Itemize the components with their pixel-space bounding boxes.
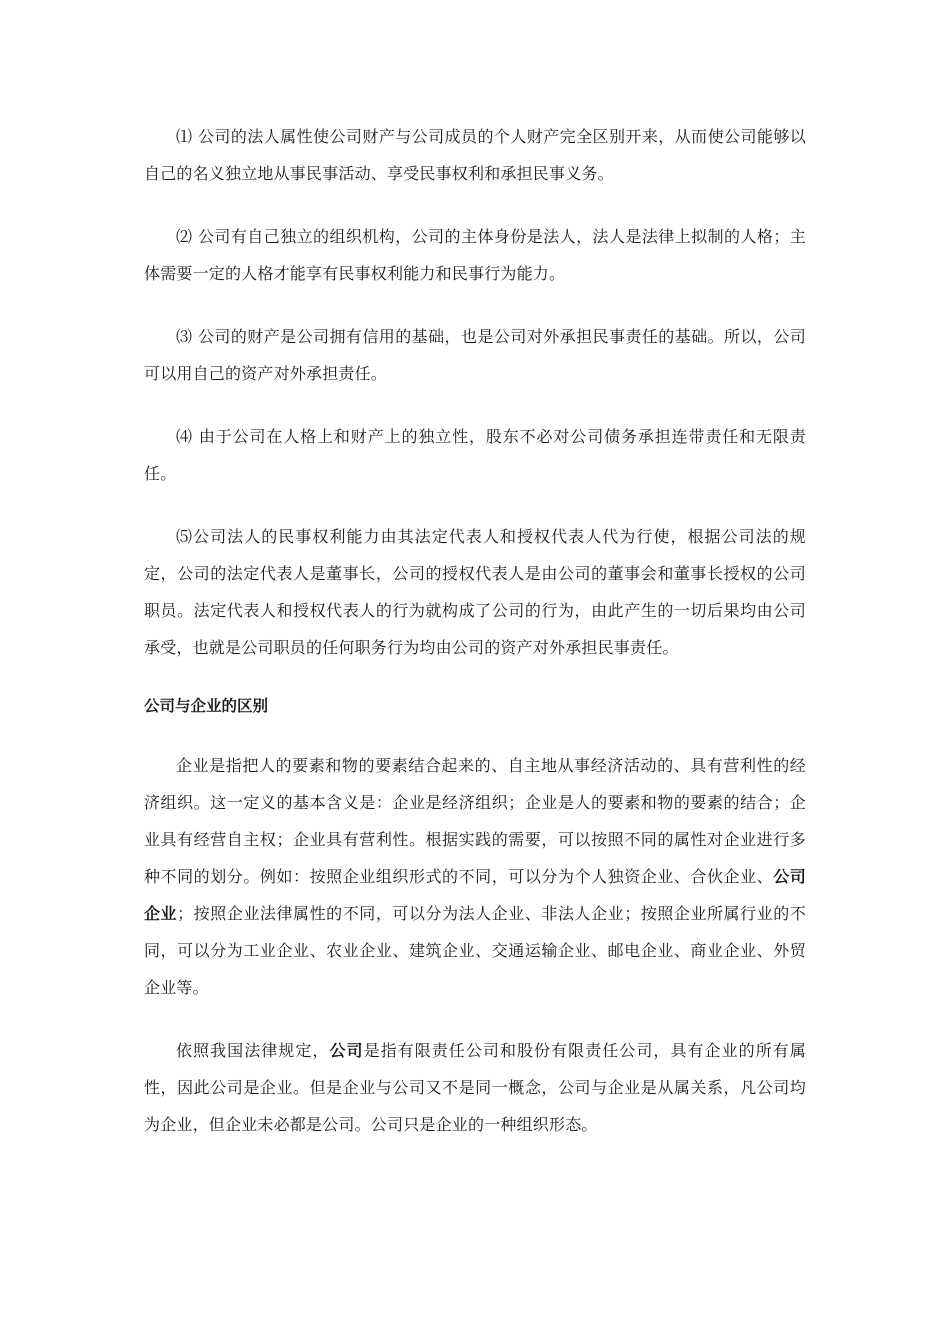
list-item-1: ⑴ 公司的法人属性使公司财产与公司成员的个人财产完全区别开来，从而使公司能够以自己的名义独立地从事民事活动、享受民事权利和承担民事义务。 [144,127,806,183]
paragraph-text: 依照我国法律规定， [176,1041,330,1060]
list-item-5: ⑸公司法人的民事权利能力由其法定代表人和授权代表人代为行使，根据公司法的规定，公司的法定代表人是董事长，公司的授权代表人是由公司的董事会和董事长授权的公司职员。法定代表人和授权代表人的行为就构成了公司的行为，由此产生的一切后果均由公司承受，也就是公司职员的任何职务行为均由公司的资产对外承担民事责任。 [144,527,806,657]
paragraph-text: 是指有限责任公司和股份有限责任公司，具有企业的所有属性，因此公司是企业。但是企业与公司又不是同一概念，公司与企业是从属关系，凡公司均为企业，但企业未必都是公司。公司只是企业的一种组织形态。 [144,1041,806,1134]
paragraph-enterprise-definition [144,747,806,1006]
paragraph-text: ；按照企业法律属性的不同，可以分为法人企业、非法人企业；按照企业所属行业的不同，可以分为工业企业、农业企业、建筑企业、交通运输企业、邮电企业、商业企业、外贸企业等。 [144,904,806,997]
list-item-2: ⑵ 公司有自己独立的组织机构，公司的主体身份是法人，法人是法律上拟制的人格；主体需要一定的人格才能享有民事权利能力和民事行为能力。 [144,227,806,283]
list-item-4: ⑷ 由于公司在人格上和财产上的独立性，股东不必对公司债务承担连带责任和无限责任。 [144,427,806,483]
paragraph-company-vs-enterprise [144,1032,806,1143]
bold-term: 公司企业 [144,867,806,923]
bold-term: 公司 [329,1041,364,1060]
list-item-3: ⑶ 公司的财产是公司拥有信用的基础，也是公司对外承担民事责任的基础。所以，公司可以用自己的资产对外承担责任。 [144,327,806,383]
document-page [144,118,806,1143]
section-heading: 公司与企业的区别 [144,697,269,715]
paragraph-text: 企业是指把人的要素和物的要素结合起来的、自主地从事经济活动的、具有营利性的经济组织。这一定义的基本含义是：企业是经济组织；企业是人的要素和物的要素的结合；企业具有经营自主权；企业具有营利性。根据实践的需要，可以按照不同的属性对企业进行多种不同的划分。例如：按照企业组织形式的不同，可以分为个人独资企业、合伙企业、 [144,756,806,886]
